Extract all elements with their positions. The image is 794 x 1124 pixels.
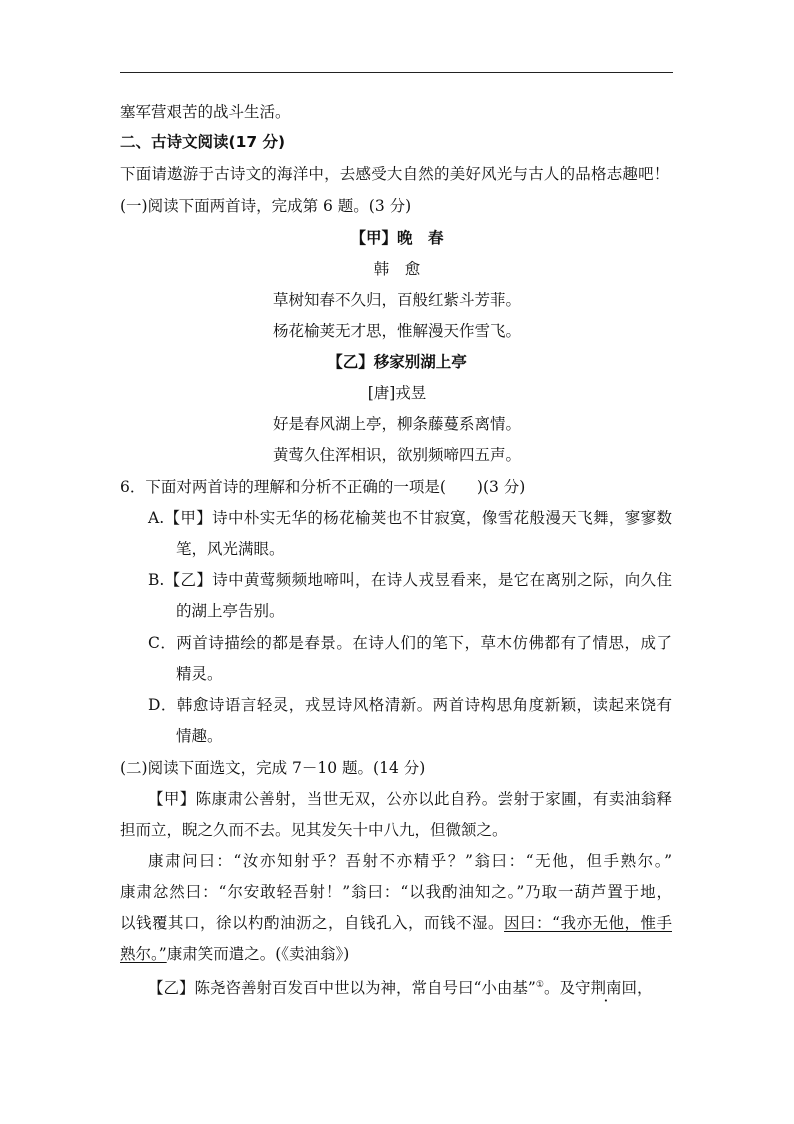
option-d: D．韩愈诗语言轻灵，戎昱诗风格清新。两首诗构思角度新颖，读起来饶有	[148, 696, 672, 714]
poem-b-line: 好是春风湖上亭，柳条藤蔓系离情。	[272, 415, 521, 433]
passage-text: 康肃笑而遣之。(《卖油翁》)	[166, 945, 350, 963]
part2-instruction: (二)阅读下面选文，完成 7－10 题。(14 分)	[120, 759, 426, 777]
question-6-stem: 6．下面对两首诗的理解和分析不正确的一项是( )(3 分)	[120, 478, 526, 496]
passage-a-para1: 【甲】陈康肃公善射，当世无双，公亦以此自矜。尝射于家圃，有卖油翁释	[148, 790, 672, 808]
passage-a-para2-end	[120, 944, 349, 964]
passage-text: 以钱覆其口，徐以杓酌油沥之，自钱孔入，而钱不湿。	[120, 914, 505, 932]
section-intro: 下面请遨游于古诗文的海洋中，去感受大自然的美好风光与古人的品格志趣吧！	[120, 165, 670, 183]
option-d-cont: 情趣。	[176, 727, 223, 745]
option-c-cont: 精灵。	[176, 665, 223, 683]
option-a: A.【甲】诗中朴实无华的杨花榆荚也不甘寂寞，像雪花般漫天飞舞，寥寥数	[148, 509, 672, 527]
option-c: C．两首诗描绘的都是春景。在诗人们的笔下，草木仿佛都有了情思，成了	[148, 634, 672, 652]
part1-instruction: (一)阅读下面两首诗，完成第 6 题。(3 分)	[120, 197, 412, 215]
section-heading: 二、古诗文阅读(17 分)	[120, 133, 286, 151]
emphasis-dotted-text: 及守荆南回， ·	[559, 979, 652, 997]
option-a-cont: 笔，风光满眼。	[176, 540, 285, 558]
poem-b-title: 【乙】移家别湖上亭	[327, 353, 467, 371]
passage-b-text: 【乙】陈尧咨善射百发百中世以为神，常自号曰“小由基”	[148, 979, 536, 998]
passage-b-line	[148, 975, 652, 998]
passage-b-punct: 。	[543, 979, 560, 998]
previous-text-tail: 塞军营艰苦的战斗生活。	[120, 103, 291, 121]
header-rule	[120, 72, 673, 73]
passage-a-para2-cont: 康肃忿然曰：“尔安敢轻吾射！”翁曰：“以我酌油知之。”乃取一葫芦置于地，	[120, 883, 672, 901]
poem-a-line: 杨花榆荚无才思，惟解漫天作雪飞。	[272, 322, 521, 340]
passage-a-para2: 康肃问曰：“汝亦知射乎？吾射不亦精乎？”翁曰：“无他，但手熟尔。”	[148, 852, 672, 870]
option-b-cont: 的湖上亭告别。	[176, 602, 285, 620]
poem-a-line: 草树知春不久归，百般红紫斗芳菲。	[272, 291, 521, 309]
poem-b-author: [唐]戎昱	[367, 384, 427, 402]
option-b: B.【乙】诗中黄莺频频地啼叫，在诗人戎昱看来，是它在离别之际，向久住	[148, 571, 672, 589]
underlined-sentence: 因曰：“我亦无他，惟手	[504, 914, 672, 932]
poem-b-line: 黄莺久住浑相识，欲别频啼四五声。	[272, 446, 521, 464]
passage-a-para2-cont	[120, 913, 672, 933]
underlined-sentence: 熟尔。”	[120, 945, 167, 963]
footnote-marker: ①	[535, 980, 544, 990]
poem-a-author: 韩 愈	[373, 260, 421, 278]
passage-a-para1-cont: 担而立，睨之久而不去。见其发矢十中八九，但微颔之。	[120, 821, 508, 839]
poem-a-title: 【甲】晚 春	[350, 229, 444, 247]
